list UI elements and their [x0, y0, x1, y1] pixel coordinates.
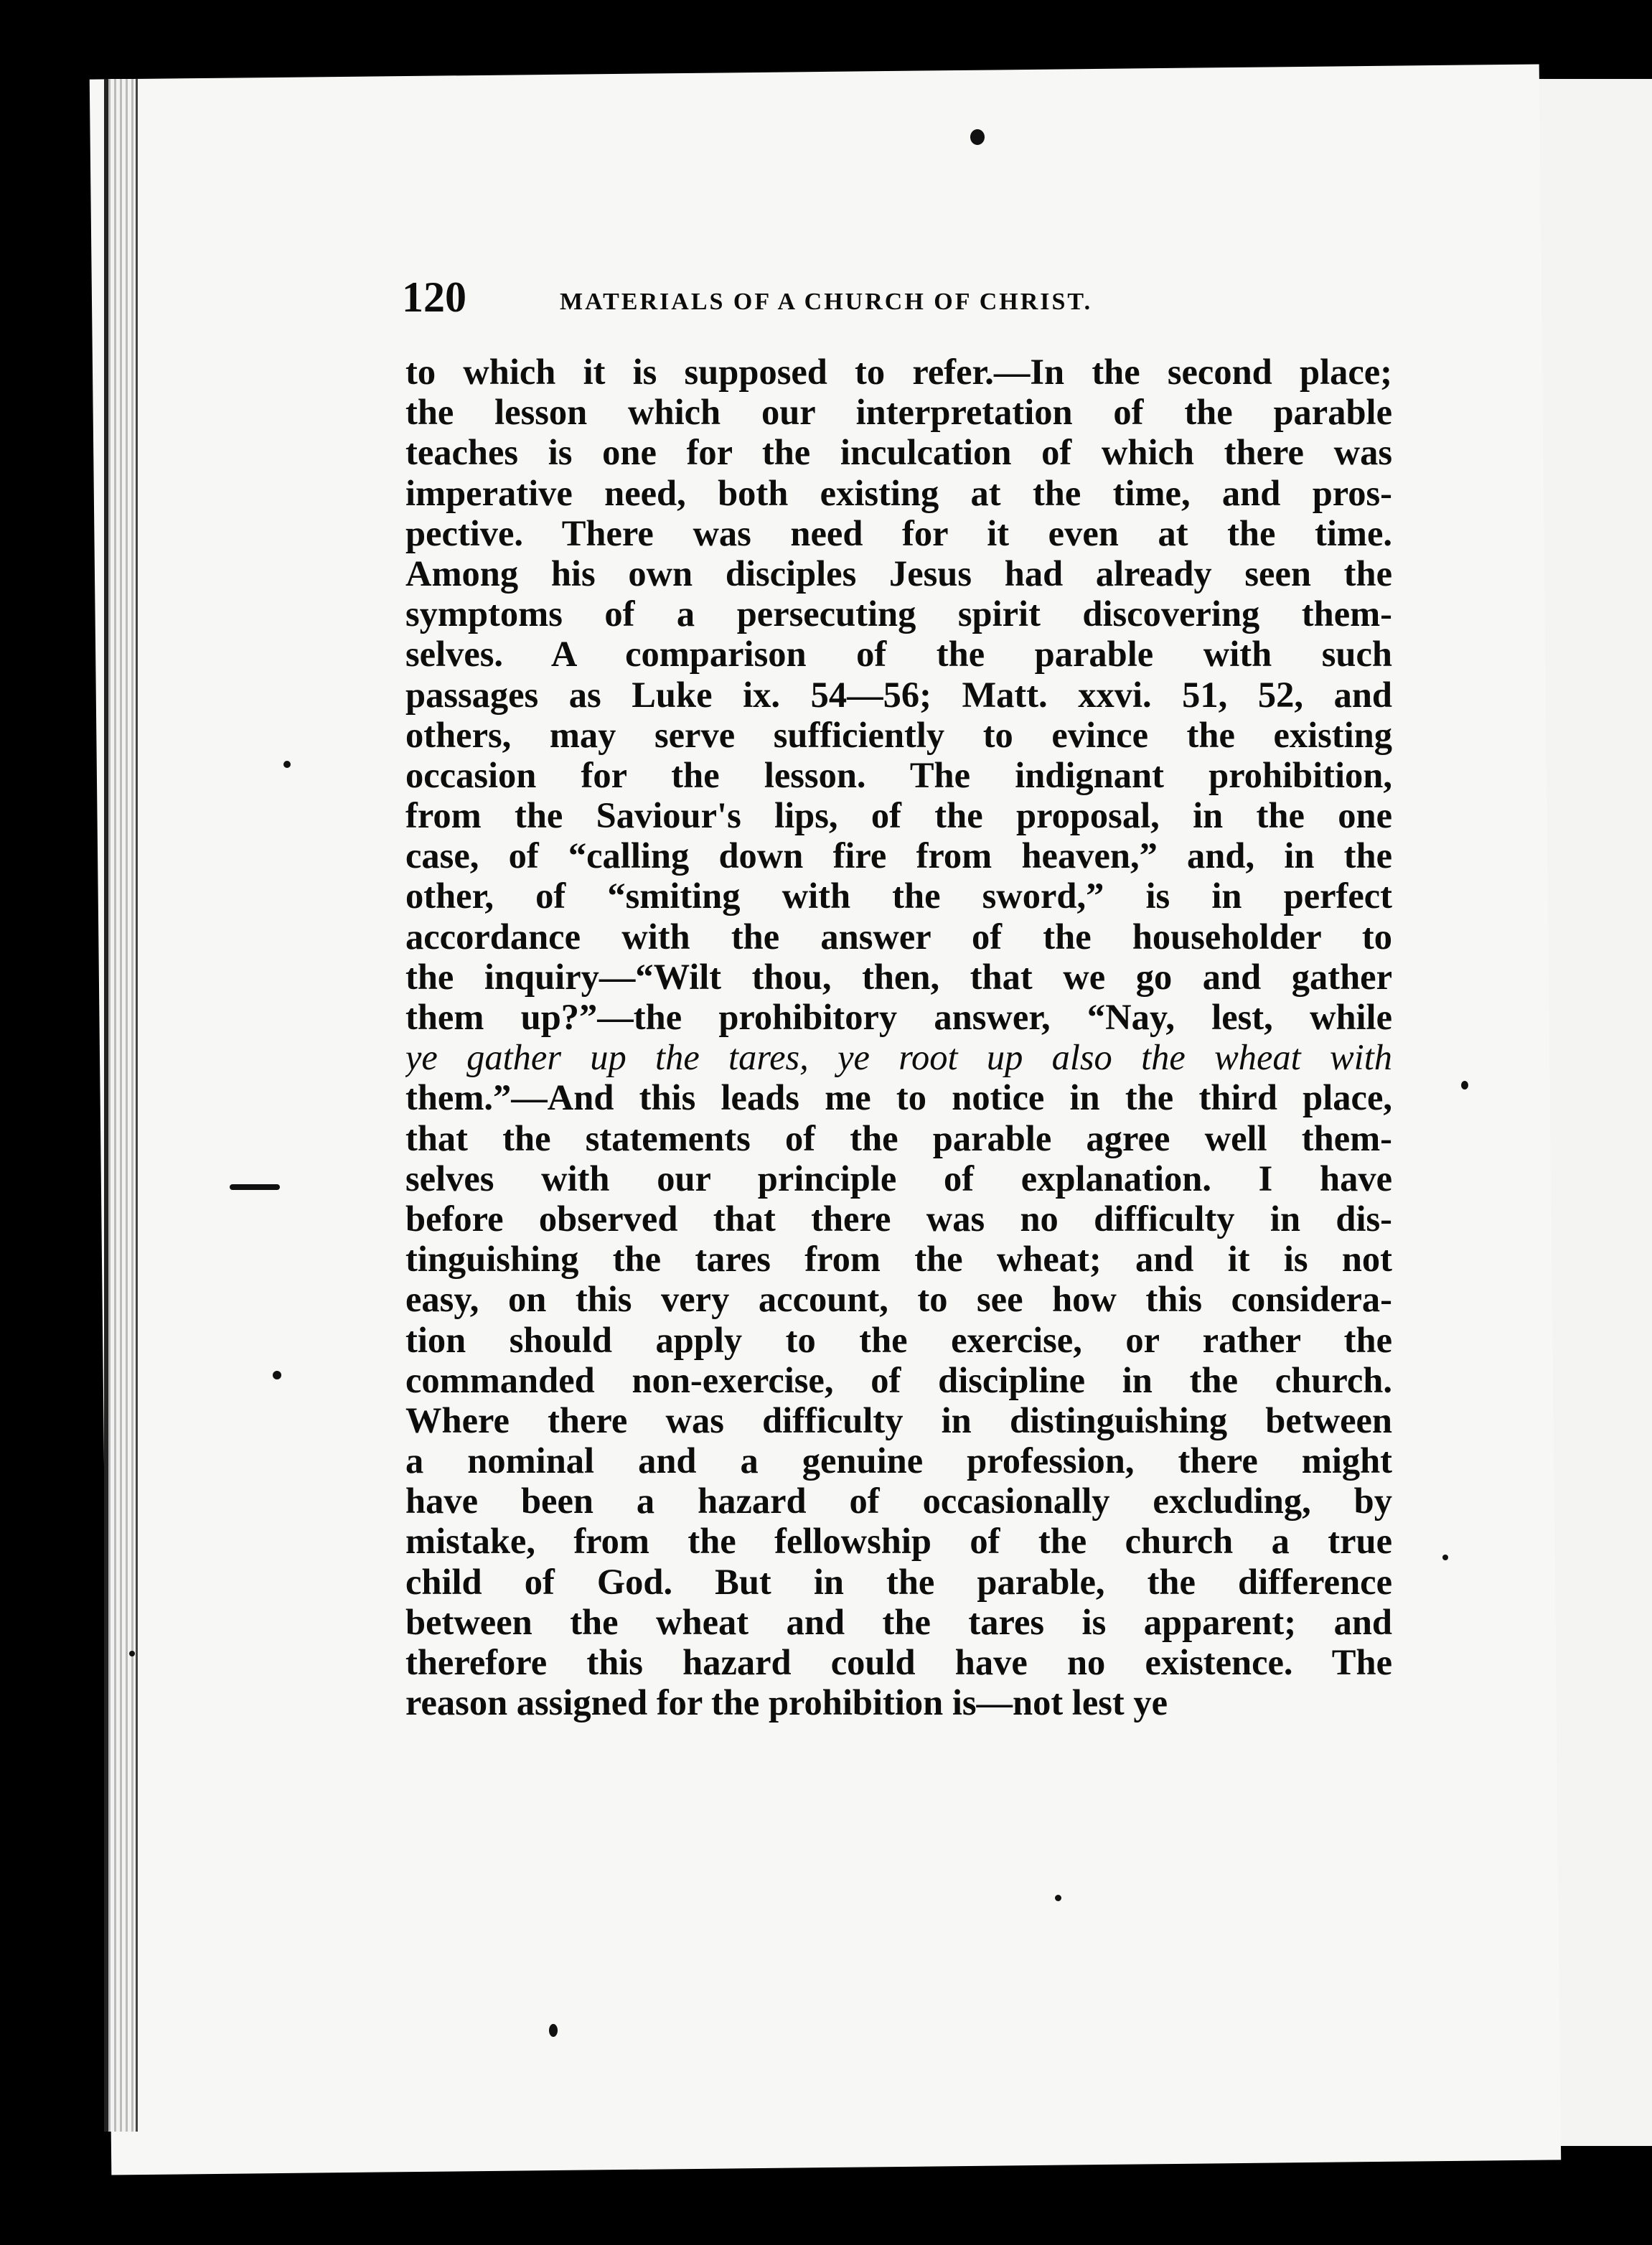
text-line: commanded non-exercise, of discipline in the church.: [405, 1359, 1392, 1400]
text-line: easy, on this very account, to see how this considera-: [405, 1279, 1392, 1320]
ink-speck: [1442, 1555, 1448, 1560]
ink-speck: [283, 761, 291, 768]
text-line: ye gather up the tares, ye root up also the wheat with: [405, 1037, 1392, 1078]
text-line: therefore this hazard could have no existence. The: [405, 1642, 1392, 1682]
text-line: the lesson which our interpretation of the parable: [405, 392, 1392, 433]
text-line: tinguishing the tares from the wheat; and it is not: [405, 1239, 1392, 1280]
text-line: before observed that there was no difficulty in dis-: [405, 1198, 1392, 1239]
text-line: between the wheat and the tares is apparent; and: [405, 1601, 1392, 1642]
text-line: them.”—And this leads me to notice in the third place,: [405, 1077, 1392, 1118]
text-line: them up?”—the prohibitory answer, “Nay, lest, while: [405, 997, 1392, 1037]
ink-speck: [1055, 1895, 1061, 1901]
ink-speck: [273, 1371, 281, 1379]
text-line: child of God. But in the parable, the difference: [405, 1561, 1392, 1602]
text-line: passages as Luke ix. 54—56; Matt. xxvi. 51, 52, and: [405, 674, 1392, 715]
text-line: reason assigned for the prohibition is—not lest ye: [405, 1682, 1168, 1723]
text-line: mistake, from the fellowship of the church a true: [405, 1521, 1392, 1562]
text-line: case, of “calling down fire from heaven,” and, in the: [405, 835, 1392, 876]
text-line: imperative need, both existing at the time, and pros-: [405, 472, 1392, 513]
text-line: a nominal and a genuine profession, there might: [405, 1440, 1392, 1481]
text-line: selves. A comparison of the parable with such: [405, 634, 1392, 675]
ink-speck: [1461, 1081, 1468, 1089]
ink-speck: [549, 2024, 558, 2037]
page-stack-edge: [104, 79, 138, 2132]
text-line: Among his own disciples Jesus had already seen the: [405, 553, 1392, 594]
ink-speck: [970, 129, 985, 145]
text-line: others, may serve sufficiently to evince the existing: [405, 714, 1392, 755]
page-number: 120: [402, 273, 466, 321]
text-line: pective. There was need for it even at the time.: [405, 512, 1392, 553]
text-line: that the statements of the parable agree well them-: [405, 1117, 1392, 1158]
text-line: other, of “smiting with the sword,” is in perfect: [405, 876, 1392, 917]
text-line: accordance with the answer of the householder to: [405, 916, 1392, 957]
text-line: teaches is one for the inculcation of which there was: [405, 432, 1392, 473]
text-line: Where there was difficulty in distinguishing between: [405, 1400, 1392, 1440]
text-line: to which it is supposed to refer.—In the second place;: [405, 352, 1392, 392]
running-head: MATERIALS OF A CHURCH OF CHRIST.: [560, 289, 1093, 315]
text-line: from the Saviour's lips, of the proposal, in the one: [405, 795, 1392, 836]
text-line: occasion for the lesson. The indignant prohibition,: [405, 754, 1392, 795]
text-line: have been a hazard of occasionally excluding, by: [405, 1481, 1392, 1522]
ink-speck: [230, 1184, 280, 1190]
text-line: selves with our principle of explanation. I have: [405, 1158, 1392, 1199]
text-line: symptoms of a persecuting spirit discovering them-: [405, 594, 1392, 634]
body-text: [405, 352, 1392, 1723]
ink-speck: [129, 1651, 135, 1656]
text-line: tion should apply to the exercise, or rather the: [405, 1319, 1392, 1360]
text-line: the inquiry—“Wilt thou, then, that we go and gather: [405, 956, 1392, 997]
